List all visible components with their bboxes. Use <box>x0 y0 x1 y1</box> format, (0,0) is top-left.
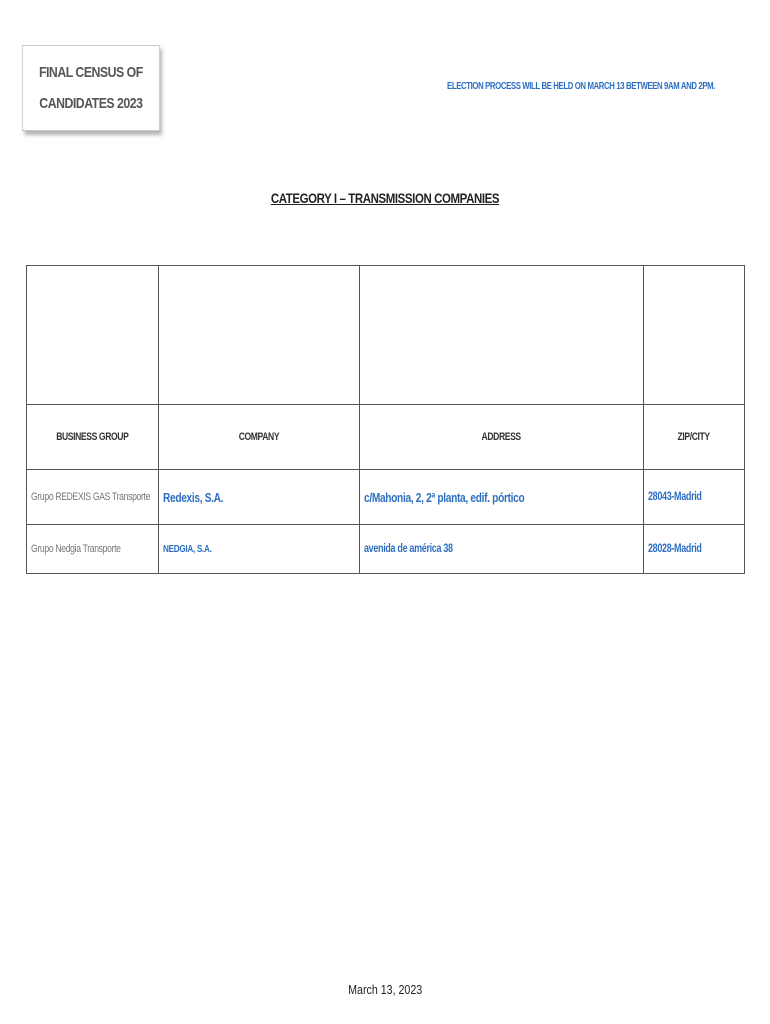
cell-business-group: Grupo REDEXIS GAS Transporte <box>27 470 159 525</box>
table-cell <box>159 266 360 405</box>
table-cell <box>644 266 745 405</box>
cell-zip-city: 28028-Madrid <box>644 525 745 574</box>
candidates-table <box>26 265 745 574</box>
cell-zip-city: 28043-Madrid <box>644 470 745 525</box>
table-cell <box>360 266 644 405</box>
cell-address: c/Mahonia, 2, 2ª planta, edif. pórtico <box>360 470 644 525</box>
category-heading: CATEGORY I – TRANSMISSION COMPANIES <box>270 190 500 206</box>
title-line-1: FINAL CENSUS OF <box>38 64 143 81</box>
table-spacer-row <box>27 266 745 405</box>
cell-company: NEDGIA, S.A. <box>159 525 360 574</box>
footer-date: March 13, 2023 <box>347 982 423 997</box>
header-zip-city: ZIP/CITY <box>644 405 745 470</box>
header-business-group: BUSINESS GROUP <box>27 405 159 470</box>
title-line-2: CANDIDATES 2023 <box>39 95 143 112</box>
header-address: ADDRESS <box>360 405 644 470</box>
table-row <box>27 470 745 525</box>
cell-business-group: Grupo Nedgia Transporte <box>27 525 159 574</box>
header-company: COMPANY <box>159 405 360 470</box>
cell-company: Redexis, S.A. <box>159 470 360 525</box>
table-row <box>27 525 745 574</box>
table-cell <box>27 266 159 405</box>
cell-address: avenida de américa 38 <box>360 525 644 574</box>
title-box <box>22 45 160 131</box>
table-header-row <box>27 405 745 470</box>
election-notice: ELECTION PROCESS WILL BE HELD ON MARCH 13 BETWEEN 9AM AND 2PM. <box>447 80 716 92</box>
